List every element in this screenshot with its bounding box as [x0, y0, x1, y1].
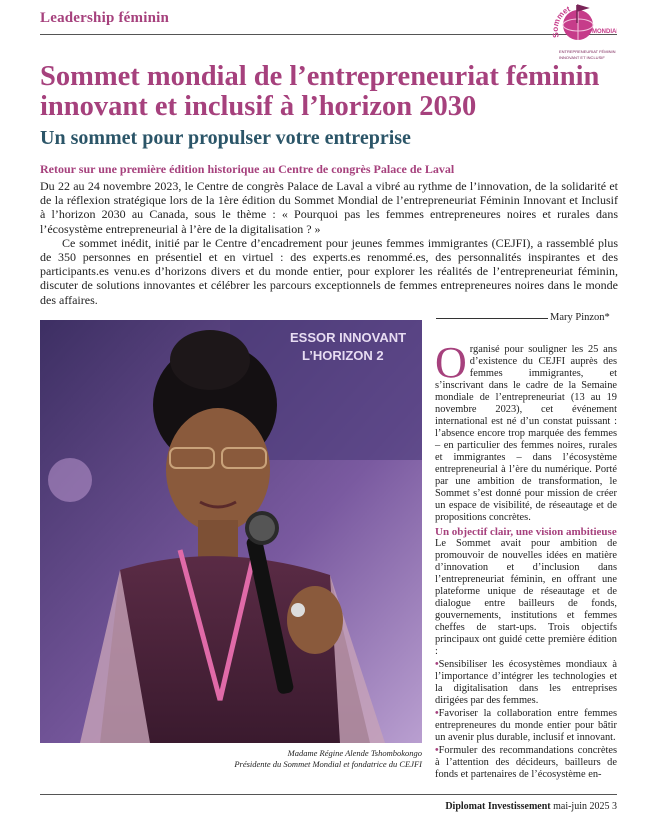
- footer-rule: [40, 794, 617, 795]
- article-column: [435, 338, 617, 781]
- column-paragraph-1-text: rganisé pour souligner les 25 ans d’existence du CEJFI auprès des femmes immigrantes, et s’inscrivant dans le cadre de la Semaine mondiale de l’entrepreneuriat (13 au 19 novembre 2023), cet événement international est né d’un constat puissant : l’absence encore trop marquée des femmes – en particulier des femmes noires, rurales et immigrantes – dans l’écosystème entrepreneurial à l’ère du numérique. Porté par une ambition de transformation, le Sommet s’est donné pour mission de créer un espace de visibilité, de réseautage et de propositions concrètes.: [435, 344, 617, 523]
- column-paragraph-1: [435, 338, 617, 524]
- logo-sub-text-2: INNOVANT ET INCLUSIF: [559, 55, 605, 60]
- list-item-text: Favoriser la collaboration entre femmes entrepreneures du monde entier pour bâtir un avenir plus durable, inclusif et innovant.: [435, 708, 617, 743]
- backdrop-text-2: L’HORIZON 2: [302, 348, 384, 363]
- backdrop-text-1: ESSOR INNOVANT: [290, 330, 407, 345]
- header-rule: [40, 34, 617, 35]
- footer-issue: mai-juin 2025: [553, 801, 610, 812]
- caption-name: Madame Régine Alende Tshombokongo: [287, 748, 422, 758]
- byline-rule: [436, 318, 548, 319]
- author-byline: Mary Pinzon*: [550, 312, 610, 323]
- article-intro: [40, 179, 618, 307]
- objectives-list: [435, 659, 617, 781]
- logo-sub-text-1: ENTREPRENEURIAT FÉMININ: [559, 49, 616, 54]
- bullet-icon: •: [435, 708, 439, 719]
- list-item: [435, 708, 617, 744]
- summit-logo: [551, 3, 617, 65]
- list-item: [435, 659, 617, 707]
- footer-publication: Diplomat Investissement: [445, 801, 551, 812]
- speaker-photo-icon: [40, 320, 422, 743]
- summit-logo-icon: [551, 3, 617, 65]
- column-paragraph-2: Le Sommet avait pour ambition de promouvoir de nouvelles idées en matière d’innovation et d’inclusion dans l’entrepreneuriat féminin, en offrant une plateforme unique de réseautage et de dialogue entre bailleurs de fonds, gouvernements, institutions et femmes cheffes de start-ups. Trois objectifs principaux ont guidé cette première édition :: [435, 538, 617, 657]
- article-kicker: Retour sur une première édition historique au Centre de congrès Palace de Laval: [40, 162, 455, 176]
- article-subtitle: Un sommet pour propulser votre entreprise: [40, 127, 411, 149]
- logo-arc-text: Sommet: [551, 4, 572, 39]
- drop-cap: O: [435, 338, 467, 387]
- intro-paragraph-1: Du 22 au 24 novembre 2023, le Centre de congrès Palace de Laval a vibré au rythme de l’innovation, de la solidarité et de la réflexion stratégique lors de la 1ère édition du Sommet Mondial de l’entrepreneuriat Féminin Innovant et Inclusif à l’horizon 2030 au Canada, sous le thème : « Pourquoi pas les femmes entrepreneures noires et rurales dans l’écosystème entrepreneurial à l’ère de la digitalisation ? »: [40, 179, 618, 236]
- section-label: Leadership féminin: [40, 10, 170, 26]
- logo-side-text: MONDIA: [592, 29, 617, 35]
- footer-page-number: 3: [612, 801, 617, 812]
- page-footer: [445, 801, 617, 812]
- intro-paragraph-2: Ce sommet inédit, initié par le Centre d’encadrement pour jeunes femmes immigrantes (CEJFI), a rassemblé plus de 350 personnes en présentiel et en virtuel : des experts.es renommé.es, des personnalités inspirantes et des participants.es venu.es d’horizons divers et du monde entier, pour explorer les réalités de l’entrepreneuriat féminin, discuter de solutions innovantes et célébrer les parcours exceptionnels de femmes entrepreneures noires dans le monde des affaires.: [40, 235, 618, 307]
- caption-role: Présidente du Sommet Mondial et fondatrice du CEJFI: [234, 759, 422, 769]
- list-item-text: Sensibiliser les écosystèmes mondiaux à l’importance d’intégrer les technologies et la digitalisation dans les entreprises dirigées par des femmes.: [435, 659, 617, 706]
- photo-caption: [40, 748, 422, 770]
- bullet-icon: •: [435, 659, 439, 670]
- list-item: [435, 745, 617, 781]
- bullet-icon: •: [435, 745, 439, 756]
- column-heading: Un objectif clair, une vision ambitieuse: [435, 526, 617, 538]
- article-title: Sommet mondial de l’entrepreneuriat féminin innovant et inclusif à l’horizon 2030: [40, 61, 600, 122]
- list-item-text: Formuler des recommandations concrètes à l’attention des décideurs, bailleurs de fonds et partenaires de l’écosystème en-: [435, 745, 617, 780]
- speaker-photo: [40, 320, 422, 743]
